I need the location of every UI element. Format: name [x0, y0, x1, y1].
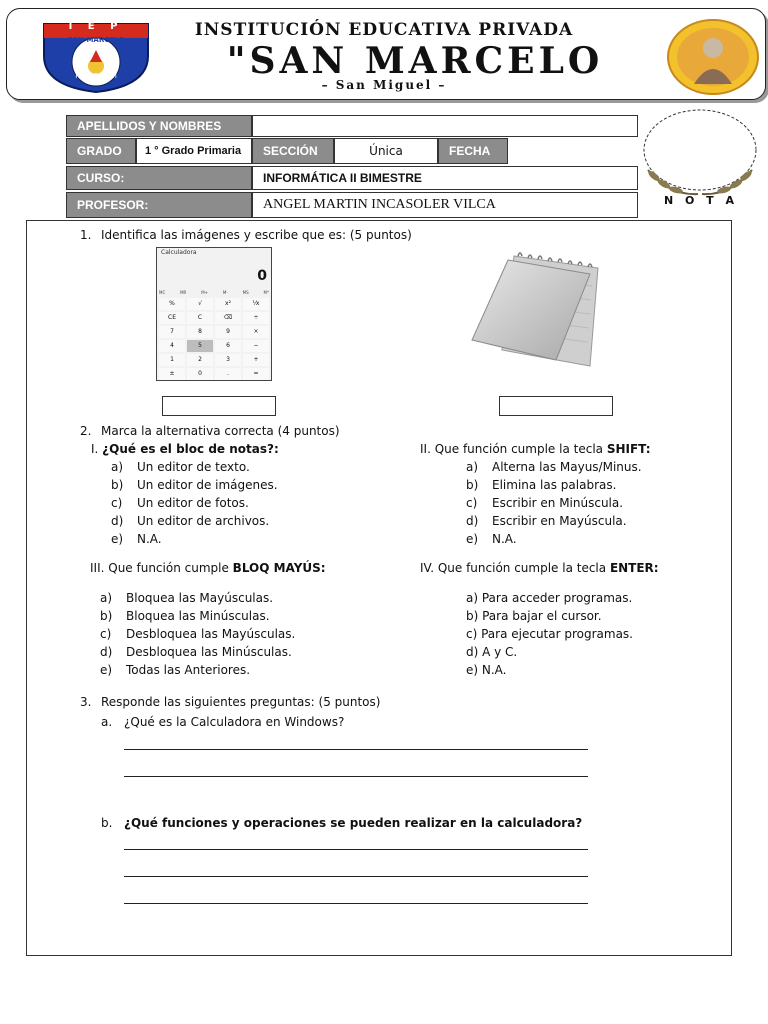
option-text: Elimina las palabras. — [492, 478, 617, 492]
option-letter: c) — [111, 496, 123, 510]
option-text: Bloquea las Minúsculas. — [126, 609, 270, 623]
option-item[interactable] — [466, 478, 616, 492]
option-item[interactable] — [111, 532, 162, 546]
option-letter: a) — [100, 591, 113, 605]
calculator-answer-box[interactable] — [162, 396, 276, 416]
calc-key: 8 — [187, 326, 213, 338]
option-letter: e) — [466, 532, 479, 546]
option-letter: e) — [100, 663, 113, 677]
calc-key: 0 — [187, 368, 213, 380]
calc-key: x² — [215, 298, 241, 310]
q2-part3-question: III. Que función cumple BLOQ MAYÚS: — [90, 561, 326, 575]
logo-top-text: I E P — [68, 21, 124, 32]
notepad-image — [462, 246, 608, 372]
option-text: Bloquea las Mayúsculas. — [126, 591, 274, 605]
calc-key: . — [215, 368, 241, 380]
logo-bottom-text: High School — [75, 72, 117, 80]
q1-number: 1. — [80, 228, 92, 242]
grado-value: 1 ° Grado Primaria — [136, 138, 252, 164]
option-text: N.A. — [492, 532, 517, 546]
grade-wreath-box — [640, 104, 762, 200]
seccion-label: SECCIÓN — [252, 138, 334, 164]
calculator-display: 0 — [257, 268, 267, 284]
option-letter: d) — [100, 645, 113, 659]
option-item[interactable] — [100, 663, 250, 677]
calc-key: % — [159, 298, 185, 310]
institution-type: INSTITUCIÓN EDUCATIVA PRIVADA — [194, 20, 574, 40]
calc-key: 2 — [187, 354, 213, 366]
q3b-answer-line-2[interactable] — [124, 876, 588, 877]
calculator-image — [156, 247, 272, 381]
q3b-label: b. — [101, 816, 113, 830]
option-text: Todas las Anteriores. — [126, 663, 251, 677]
seccion-value: Única — [334, 138, 438, 164]
q2-number: 2. — [80, 424, 92, 438]
option-item[interactable] — [100, 609, 270, 623]
curso-label: CURSO: — [66, 166, 252, 190]
calc-key: 6 — [215, 340, 241, 352]
q2-part1-question: I. ¿Qué es el bloc de notas?: — [91, 442, 279, 456]
option-item[interactable] — [466, 496, 623, 510]
q3-number: 3. — [80, 695, 92, 709]
calc-key: 4 — [159, 340, 185, 352]
option-letter: d) — [111, 514, 124, 528]
option-letter: e) — [111, 532, 124, 546]
option-text: Escribir en Minúscula. — [492, 496, 624, 510]
institution-name: "SAN MARCELO — [226, 40, 604, 82]
calculator-memory-row — [159, 290, 269, 295]
q3a-label: a. — [101, 715, 113, 729]
calc-key: = — [243, 368, 269, 380]
option-item[interactable] — [466, 532, 517, 546]
q3b-answer-line-1[interactable] — [124, 849, 588, 850]
grado-label: GRADO — [66, 138, 136, 164]
option-item[interactable] — [100, 627, 295, 641]
calc-key: ÷ — [243, 312, 269, 324]
saint-medallion-image — [666, 18, 760, 96]
calculator-title: Calculadora — [161, 249, 197, 256]
calc-memory-key: M- — [222, 290, 228, 295]
q3b-answer-line-3[interactable] — [124, 903, 588, 904]
notepad-answer-box[interactable] — [499, 396, 613, 416]
option-text: Desbloquea las Mayúsculas. — [126, 627, 296, 641]
calc-memory-key: M* — [263, 290, 269, 295]
option-text: Un editor de texto. — [137, 460, 250, 474]
option-text: Alterna las Mayus/Minus. — [492, 460, 642, 474]
calc-key: √ — [187, 298, 213, 310]
option-text: Un editor de archivos. — [137, 514, 270, 528]
institution-location: – San Miguel – — [321, 78, 447, 92]
option-item[interactable]: b) Para bajar el cursor. — [466, 609, 602, 623]
option-text: Un editor de imágenes. — [137, 478, 278, 492]
calc-key: 5 — [187, 340, 213, 352]
option-letter: b) — [100, 609, 113, 623]
profesor-value: ANGEL MARTIN INCASOLER VILCA — [252, 192, 638, 218]
option-letter: a) — [466, 460, 479, 474]
calc-key: CE — [159, 312, 185, 324]
q2-text: Marca la alternativa correcta (4 puntos) — [101, 424, 340, 438]
calc-key: ⌫ — [215, 312, 241, 324]
option-item[interactable] — [111, 496, 249, 510]
option-item[interactable] — [100, 645, 292, 659]
profesor-label: PROFESOR: — [66, 192, 252, 218]
calc-key: C — [187, 312, 213, 324]
calc-key: 9 — [215, 326, 241, 338]
option-item[interactable]: d) A y C. — [466, 645, 518, 659]
calc-key: + — [243, 354, 269, 366]
option-item[interactable] — [100, 591, 273, 605]
calc-key: 7 — [159, 326, 185, 338]
calculator-keypad — [159, 298, 269, 380]
option-item[interactable] — [111, 460, 250, 474]
option-text: N.A. — [137, 532, 162, 546]
calc-key: 1 — [159, 354, 185, 366]
q3a-answer-line-1[interactable] — [124, 749, 588, 750]
option-text: Un editor de fotos. — [137, 496, 249, 510]
fecha-label: FECHA — [438, 138, 508, 164]
option-item[interactable]: e) N.A. — [466, 663, 507, 677]
q3b-question: ¿Qué funciones y operaciones se pueden realizar en la calculadora? — [124, 816, 583, 830]
option-item[interactable]: a) Para acceder programas. — [466, 591, 633, 605]
apellidos-field[interactable] — [252, 115, 638, 137]
q3a-answer-line-2[interactable] — [124, 776, 588, 777]
option-item[interactable] — [466, 460, 642, 474]
option-letter: c) — [100, 627, 112, 641]
calc-key: − — [243, 340, 269, 352]
option-item[interactable] — [466, 514, 627, 528]
q1-text: Identifica las imágenes y escribe que es: (5 puntos) — [101, 228, 412, 242]
q2-part4-question: IV. Que función cumple la tecla ENTER: — [420, 561, 659, 575]
option-letter: d) — [466, 514, 479, 528]
option-item[interactable] — [111, 478, 278, 492]
calc-key: × — [243, 326, 269, 338]
apellidos-label: APELLIDOS Y NOMBRES — [66, 115, 252, 137]
q3-text: Responde las siguientes preguntas: (5 puntos) — [101, 695, 381, 709]
option-letter: b) — [111, 478, 124, 492]
exam-body — [26, 220, 732, 956]
option-text: Desbloquea las Minúsculas. — [126, 645, 292, 659]
calc-key: ⅟x — [243, 298, 269, 310]
logo-ring-text: SAN MARCELO — [67, 36, 125, 44]
option-letter: a) — [111, 460, 124, 474]
calc-key: ± — [159, 368, 185, 380]
option-item[interactable] — [111, 514, 269, 528]
calc-memory-key: M+ — [201, 290, 209, 295]
q2-part2-question: II. Que función cumple la tecla SHIFT: — [420, 442, 651, 456]
q3a-question: ¿Qué es la Calculadora en Windows? — [124, 715, 345, 729]
option-text: Escribir en Mayúscula. — [492, 514, 627, 528]
nota-label: N O T A — [663, 194, 739, 207]
option-item[interactable]: c) Para ejecutar programas. — [466, 627, 633, 641]
calc-memory-key: MR — [180, 290, 187, 295]
calc-memory-key: MS — [242, 290, 249, 295]
option-letter: c) — [466, 496, 478, 510]
option-letter: b) — [466, 478, 479, 492]
calc-key: 3 — [215, 354, 241, 366]
curso-value: INFORMÁTICA II BIMESTRE — [252, 166, 638, 190]
calc-memory-key: MC — [159, 290, 166, 295]
